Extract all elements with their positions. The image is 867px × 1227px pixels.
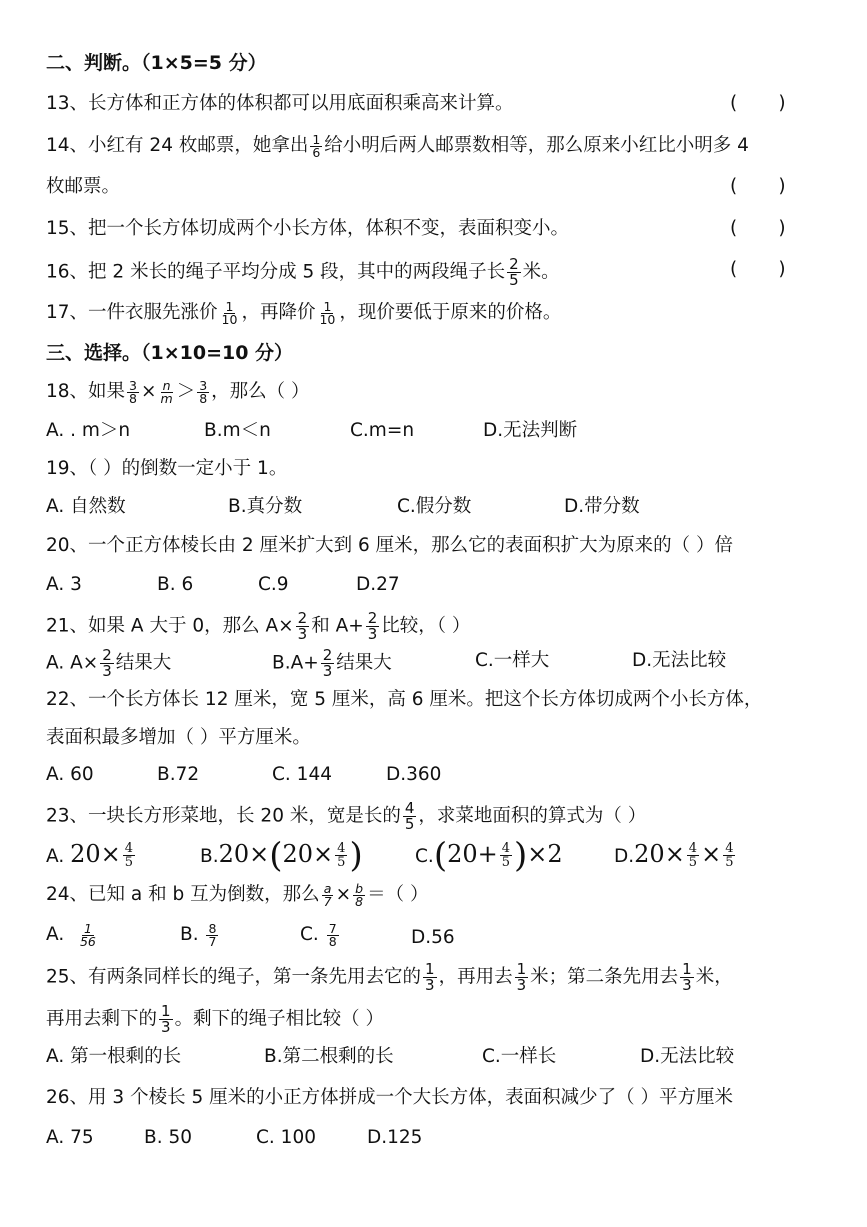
q20-option-d[interactable]: D.27 bbox=[356, 574, 400, 595]
q23-optb-expr bbox=[218, 835, 363, 876]
q23-option-d[interactable] bbox=[614, 838, 737, 873]
question-13: 13、长方体和正方体的体积都可以用底面积乘高来计算。 bbox=[46, 93, 514, 114]
q24-opta-frac bbox=[78, 920, 98, 949]
q23-d-times: × bbox=[664, 840, 685, 868]
q23-d-20: 20 bbox=[634, 840, 665, 868]
q17-text-mid: ，再降价 bbox=[241, 302, 316, 323]
q23-a-frac bbox=[123, 842, 135, 869]
q18-gt: ＞ bbox=[176, 381, 196, 402]
q18-fraction-c bbox=[197, 377, 209, 406]
q24-optc-num: 7 bbox=[328, 920, 337, 936]
q23-frac-num: 4 bbox=[404, 799, 415, 817]
q21-optb-den: 3 bbox=[322, 662, 333, 680]
q23-d-den1: 5 bbox=[688, 855, 698, 870]
q21-text-mid: 和 A+ bbox=[311, 615, 364, 637]
q24-opta-num: 1 bbox=[83, 920, 92, 936]
q23-optb-label: B. bbox=[200, 846, 219, 867]
q24-option-b[interactable] bbox=[180, 922, 220, 948]
question-22-line2: 表面积最多增加（ ）平方厘米。 bbox=[46, 727, 311, 748]
q18-option-b[interactable]: B.m＜n bbox=[204, 420, 271, 441]
q25-option-a[interactable]: A. 第一根剩的长 bbox=[46, 1046, 182, 1067]
q21-opta-pre: A. A× bbox=[46, 652, 99, 674]
question-15: 15、把一个长方体切成两个小长方体，体积不变，表面积变小。 bbox=[46, 218, 570, 239]
q21-option-b[interactable] bbox=[272, 648, 392, 679]
q23-b-times: × bbox=[249, 840, 270, 868]
q25-f2-num: 1 bbox=[516, 960, 527, 978]
q25-text-mid: ，再用去 bbox=[438, 966, 513, 988]
section-heading-choice: 三、选择。（1×10=10 分） bbox=[46, 342, 294, 364]
q24-fb-num: b bbox=[355, 880, 364, 896]
q22-option-a[interactable]: A. 60 bbox=[46, 764, 94, 785]
question-24 bbox=[46, 882, 428, 908]
q16-frac-den: 5 bbox=[509, 271, 519, 289]
q21-option-c[interactable]: C.一样大 bbox=[475, 650, 550, 671]
q19-option-b[interactable]: B.真分数 bbox=[228, 496, 303, 517]
q25-f1-den: 3 bbox=[425, 976, 435, 994]
q24-optb-num: 8 bbox=[208, 920, 217, 936]
q23-c-plus: + bbox=[477, 840, 498, 868]
q23-b-20b: 20 bbox=[282, 840, 314, 868]
question-25-line2 bbox=[46, 1004, 384, 1035]
q24-option-a[interactable] bbox=[46, 922, 100, 948]
q23-frac-den: 5 bbox=[404, 815, 415, 833]
question-21 bbox=[46, 611, 470, 642]
q21-option-d[interactable]: D.无法比较 bbox=[632, 650, 727, 671]
q23-c-lparen: ( bbox=[433, 835, 448, 876]
q17-frac2-num: 1 bbox=[323, 298, 332, 314]
q25-text-mid2: 米；第二条先用去 bbox=[530, 966, 679, 988]
q25-f4-den: 3 bbox=[161, 1018, 171, 1036]
q24-optc-label: C. bbox=[300, 924, 319, 945]
q23-optd-expr bbox=[634, 840, 737, 868]
q23-text-post: ，求菜地面积的算式为（ ） bbox=[418, 805, 647, 827]
q21-optb-num: 2 bbox=[322, 646, 333, 664]
q21-opta-den: 3 bbox=[102, 662, 112, 680]
q19-option-c[interactable]: C.假分数 bbox=[397, 496, 472, 517]
q24-fb-den: 8 bbox=[355, 893, 364, 909]
q21-f1-den: 3 bbox=[297, 625, 308, 643]
q18-fc-den: 8 bbox=[199, 390, 208, 406]
q23-opta-expr bbox=[70, 840, 137, 868]
q17-fraction-1 bbox=[220, 298, 240, 327]
q25-text-post: 米， bbox=[695, 966, 733, 988]
q25-f1-num: 1 bbox=[425, 960, 435, 978]
q26-option-b[interactable]: B. 50 bbox=[144, 1127, 192, 1148]
q18-fc-num: 3 bbox=[199, 377, 208, 393]
q21-opta-num: 2 bbox=[102, 646, 112, 664]
q25-l2-pre: 再用去剩下的 bbox=[46, 1008, 158, 1030]
q25-f4-num: 1 bbox=[161, 1002, 171, 1020]
q14-frac-num: 1 bbox=[312, 131, 321, 147]
q23-b-rparen: ) bbox=[349, 835, 363, 876]
q25-l2-post: 。剩下的绳子相比较（ ） bbox=[174, 1008, 384, 1030]
q24-fa-num: a bbox=[323, 880, 332, 896]
q23-b-lparen: ( bbox=[269, 835, 283, 876]
q18-fa-den: 8 bbox=[129, 390, 137, 406]
question-25 bbox=[46, 962, 733, 993]
q18-times: × bbox=[141, 381, 157, 402]
question-19: 19、（ ）的倒数一定小于 1。 bbox=[46, 458, 288, 479]
q25-fraction-3 bbox=[680, 962, 694, 993]
q23-c-times: × bbox=[527, 840, 548, 868]
q24-optb-frac bbox=[206, 920, 218, 949]
question-23 bbox=[46, 801, 646, 832]
q23-d-den2: 5 bbox=[725, 855, 734, 870]
q23-optc-expr bbox=[433, 835, 563, 876]
q24-option-d[interactable]: D.56 bbox=[411, 927, 455, 948]
q14-fraction bbox=[310, 131, 322, 160]
question-14-line2: 枚邮票。 bbox=[46, 176, 121, 197]
q18-fraction-a bbox=[127, 377, 139, 406]
q21-optb-post: 结果大 bbox=[336, 652, 392, 674]
q24-optc-den: 8 bbox=[328, 933, 337, 949]
q24-optb-den: 7 bbox=[208, 933, 217, 949]
q18-fb-num: n bbox=[162, 377, 171, 393]
q21-fraction-2 bbox=[366, 611, 380, 642]
q17-frac1-den: 10 bbox=[221, 311, 238, 327]
q25-fraction-2 bbox=[515, 962, 529, 993]
question-14 bbox=[46, 133, 749, 159]
question-20: 20、一个正方体棱长由 2 厘米扩大到 6 厘米，那么它的表面积扩大为原来的（ ）倍 bbox=[46, 535, 733, 556]
q17-frac1-num: 1 bbox=[225, 298, 234, 314]
q23-option-c[interactable] bbox=[415, 835, 563, 876]
q24-text-post: ＝（ ） bbox=[367, 884, 429, 905]
q25-option-d[interactable]: D.无法比较 bbox=[640, 1046, 735, 1067]
q21-text-pre: 21、如果 A 大于 0，那么 A× bbox=[46, 615, 294, 637]
q24-optc-frac bbox=[327, 920, 339, 949]
q18-fb-den: m bbox=[160, 390, 173, 406]
q22-option-c[interactable]: C. 144 bbox=[272, 764, 332, 785]
question-18 bbox=[46, 379, 310, 405]
q25-text-pre: 25、有两条同样长的绳子，第一条先用去它的 bbox=[46, 966, 422, 988]
q23-c-2: 2 bbox=[547, 840, 563, 868]
q23-b-20: 20 bbox=[218, 840, 250, 868]
q22-option-b[interactable]: B.72 bbox=[157, 764, 200, 785]
q23-b-den: 5 bbox=[337, 855, 346, 870]
q19-option-d[interactable]: D.带分数 bbox=[564, 496, 640, 517]
q23-text-pre: 23、一块长方形菜地，长 20 米，宽是长的 bbox=[46, 805, 401, 827]
q26-option-c[interactable]: C. 100 bbox=[256, 1127, 316, 1148]
q14-text-pre: 14、小红有 24 枚邮票，她拿出 bbox=[46, 135, 309, 156]
q23-c-20: 20 bbox=[447, 840, 478, 868]
q25-option-c[interactable]: C.一样长 bbox=[482, 1046, 557, 1067]
q20-option-c[interactable]: C.9 bbox=[258, 574, 289, 595]
q21-optb-fraction bbox=[321, 648, 335, 679]
q21-f2-num: 2 bbox=[367, 609, 378, 627]
q25-fraction-4 bbox=[159, 1004, 173, 1035]
q18-text-post: ，那么（ ） bbox=[211, 381, 310, 402]
q14-frac-den: 6 bbox=[312, 144, 321, 160]
q16-text-pre: 16、把 2 米长的绳子平均分成 5 段，其中的两段绳子长 bbox=[46, 261, 506, 283]
q25-f3-num: 1 bbox=[682, 960, 692, 978]
q23-a-20: 20 bbox=[70, 840, 101, 868]
q25-option-b[interactable]: B.第二根剩的长 bbox=[264, 1046, 394, 1067]
q25-f3-den: 3 bbox=[682, 976, 692, 994]
q23-c-rparen: ) bbox=[514, 835, 528, 876]
q24-optb-label: B. bbox=[180, 924, 199, 945]
section-heading-judge: 二、判断。（1×5=5 分） bbox=[46, 52, 267, 74]
q26-option-d[interactable]: D.125 bbox=[367, 1127, 423, 1148]
question-26: 26、用 3 个棱长 5 厘米的小正方体拼成一个大长方体，表面积减少了（ ）平方厘米 bbox=[46, 1087, 733, 1108]
q24-fraction-b bbox=[353, 880, 365, 909]
q23-a-num: 4 bbox=[124, 841, 134, 856]
answer-blank-14[interactable]: ( ) bbox=[730, 176, 786, 197]
q24-text-pre: 24、已知 a 和 b 互为倒数，那么 bbox=[46, 884, 320, 905]
q21-optb-pre: B.A+ bbox=[272, 652, 319, 674]
q18-text-pre: 18、如果 bbox=[46, 381, 126, 402]
q23-option-a[interactable] bbox=[46, 838, 137, 873]
q21-opta-post: 结果大 bbox=[115, 652, 172, 674]
q22-option-d[interactable]: D.360 bbox=[386, 764, 442, 785]
q16-frac-num: 2 bbox=[509, 255, 519, 273]
q21-f2-den: 3 bbox=[367, 625, 378, 643]
question-22: 22、一个长方体长 12 厘米，宽 5 厘米，高 6 厘米。把这个长方体切成两个小长方体， bbox=[46, 689, 763, 710]
q17-text-post: ，现价要低于原来的价格。 bbox=[339, 302, 562, 323]
q16-text-post: 米。 bbox=[522, 261, 560, 283]
q18-fraction-b bbox=[159, 377, 175, 406]
q21-f1-num: 2 bbox=[297, 609, 308, 627]
q21-fraction-1 bbox=[296, 611, 310, 642]
q24-fa-den: 7 bbox=[323, 893, 332, 909]
q23-b-frac bbox=[335, 842, 347, 869]
q24-opta-label: A. bbox=[46, 924, 65, 945]
q20-option-b[interactable]: B. 6 bbox=[157, 574, 194, 595]
q25-fraction-1 bbox=[423, 962, 437, 993]
q17-fraction-2 bbox=[317, 298, 337, 327]
q23-fraction bbox=[403, 801, 417, 832]
q26-option-a[interactable]: A. 75 bbox=[46, 1127, 94, 1148]
q21-option-a[interactable] bbox=[46, 648, 171, 679]
question-16 bbox=[46, 257, 560, 288]
question-17 bbox=[46, 300, 561, 326]
q23-c-num: 4 bbox=[501, 841, 511, 856]
q17-text-pre: 17、一件衣服先涨价 bbox=[46, 302, 218, 323]
q23-a-times: × bbox=[100, 840, 121, 868]
q23-c-frac bbox=[500, 842, 512, 869]
q23-d-frac2 bbox=[723, 842, 735, 869]
q18-option-a[interactable]: A. . m＞n bbox=[46, 420, 131, 441]
q19-option-a[interactable]: A. 自然数 bbox=[46, 496, 126, 517]
q24-opta-den: 56 bbox=[79, 933, 96, 949]
q24-fraction-a bbox=[322, 880, 334, 909]
q23-opta-label: A. bbox=[46, 846, 65, 867]
q21-opta-fraction bbox=[100, 648, 114, 679]
q24-option-c[interactable] bbox=[300, 922, 341, 948]
q23-b-times2: × bbox=[313, 840, 334, 868]
q18-fa-num: 3 bbox=[129, 377, 137, 393]
answer-blank-16[interactable]: ( ) bbox=[730, 259, 786, 280]
q23-b-num: 4 bbox=[337, 841, 346, 856]
q17-frac2-den: 10 bbox=[319, 311, 336, 327]
answer-blank-13[interactable]: ( ) bbox=[730, 93, 786, 114]
q14-text-post: 给小明后两人邮票数相等，那么原来小红比小明多 4 bbox=[324, 135, 749, 156]
q23-d-num2: 4 bbox=[725, 841, 734, 856]
q18-option-c[interactable]: C.m=n bbox=[350, 420, 415, 441]
q18-option-d[interactable]: D.无法判断 bbox=[483, 420, 578, 441]
q23-a-den: 5 bbox=[124, 855, 134, 870]
q23-d-frac1 bbox=[687, 842, 699, 869]
q24-times: × bbox=[335, 884, 352, 905]
q23-d-num1: 4 bbox=[688, 841, 698, 856]
q25-f2-den: 3 bbox=[516, 976, 527, 994]
q23-d-times2: × bbox=[701, 840, 722, 868]
q20-option-a[interactable]: A. 3 bbox=[46, 574, 82, 595]
answer-blank-15[interactable]: ( ) bbox=[730, 218, 786, 239]
q16-fraction bbox=[507, 257, 521, 288]
q23-c-den: 5 bbox=[501, 855, 511, 870]
q23-option-b[interactable] bbox=[200, 835, 363, 876]
q23-optd-label: D. bbox=[614, 846, 635, 867]
q23-optc-label: C. bbox=[415, 846, 434, 867]
q21-text-post: 比较，（ ） bbox=[381, 615, 471, 637]
